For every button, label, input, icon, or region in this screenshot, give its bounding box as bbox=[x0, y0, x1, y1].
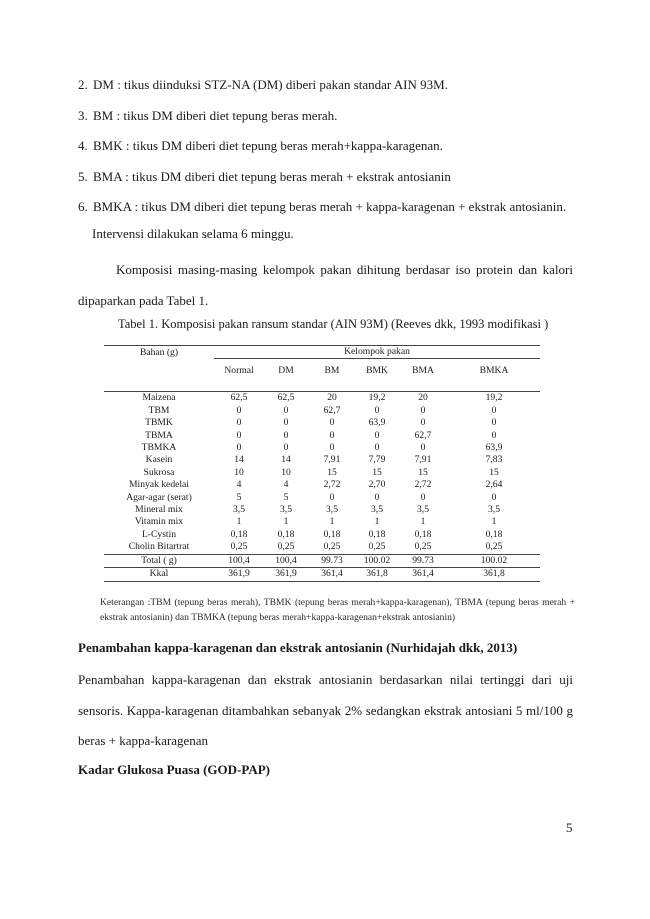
column-header: DM bbox=[278, 365, 294, 377]
table-cell: 3,5 bbox=[417, 504, 429, 516]
table-cell: 100,4 bbox=[264, 554, 308, 567]
table-caption: Tabel 1. Komposisi pakan ransum standar (AIN 93M) (Reeves dkk, 1993 modifikasi ) bbox=[118, 317, 549, 331]
bahan-header: Bahan (g) bbox=[104, 346, 214, 360]
table-cell: 1 bbox=[236, 516, 242, 528]
table-cell: 0 bbox=[236, 442, 242, 454]
table-row bbox=[104, 430, 540, 442]
ingredient-name: TBM bbox=[148, 404, 170, 416]
ingredient-name: Minyak kedelai bbox=[129, 479, 189, 491]
table-cell: 0,18 bbox=[277, 528, 295, 540]
table-cell: 0 bbox=[420, 491, 426, 503]
table-row bbox=[104, 492, 540, 504]
table-cell: 15 bbox=[418, 466, 428, 478]
table-cell: 361,8 bbox=[448, 568, 540, 581]
table-row bbox=[104, 529, 540, 541]
table-row bbox=[104, 405, 540, 417]
table-row bbox=[104, 504, 540, 516]
table-cell: 0,18 bbox=[368, 528, 386, 540]
list-item bbox=[78, 167, 578, 198]
table-cell: 20 bbox=[418, 392, 428, 404]
table-cell: 0 bbox=[329, 442, 335, 454]
table-cell: 7,91 bbox=[414, 454, 432, 466]
ingredient-name: L-Cystin bbox=[141, 528, 177, 540]
ingredient-name: Maizena bbox=[142, 392, 176, 404]
list-text: BM : tikus DM diberi diet tepung beras merah. bbox=[93, 107, 338, 123]
table-cell: 361,9 bbox=[214, 568, 264, 581]
table-cell: 10 bbox=[234, 466, 244, 478]
table-cell: 0,25 bbox=[277, 541, 295, 553]
table-cell: 5 bbox=[283, 491, 289, 503]
column-header: Normal bbox=[224, 365, 254, 377]
table-cell: 3,5 bbox=[488, 504, 500, 516]
list-number: 3. bbox=[78, 107, 88, 123]
ingredient-name: TBMA bbox=[145, 429, 173, 441]
ingredient-name: Agar-agar (serat) bbox=[126, 491, 192, 503]
table-cell: 1 bbox=[374, 516, 380, 528]
ingredient-name: Sukrosa bbox=[143, 466, 175, 478]
table-cell: 0,25 bbox=[414, 541, 432, 553]
list-item bbox=[78, 197, 578, 228]
table-cell: 2,64 bbox=[485, 479, 503, 491]
table-cell: 1 bbox=[420, 516, 426, 528]
table-row bbox=[104, 516, 540, 528]
table-cell: 14 bbox=[281, 454, 291, 466]
table-cell: 361,8 bbox=[356, 568, 398, 581]
table-cell: 0 bbox=[374, 429, 380, 441]
list-text: DM : tikus diinduksi STZ-NA (DM) diberi pakan standar AIN 93M. bbox=[93, 77, 448, 92]
table-cell: 0 bbox=[420, 404, 426, 416]
table-cell: 3,5 bbox=[326, 504, 338, 516]
table-cell: 0 bbox=[283, 429, 289, 441]
table-cell: 2,72 bbox=[414, 479, 432, 491]
paragraph: Komposisi masing-masing kelompok pakan dihitung berdasar iso protein dan kalori dipaparkan pada Tabel 1. bbox=[78, 262, 573, 308]
table-cell: 100.02 bbox=[356, 554, 398, 567]
list-text: BMKA : tikus DM diberi diet tepung beras merah + kappa-karagenan + ekstrak antosianin. bbox=[93, 199, 567, 215]
table-cell: 4 bbox=[283, 479, 289, 491]
table-cell: 63,9 bbox=[485, 442, 503, 454]
table-cell: 1 bbox=[491, 516, 497, 528]
ingredient-name: TBMK bbox=[145, 417, 173, 429]
list-number: 5. bbox=[78, 168, 88, 184]
table-cell: 1 bbox=[329, 516, 335, 528]
table-row bbox=[104, 454, 540, 466]
table-cell: 5 bbox=[236, 491, 242, 503]
table-cell: 0 bbox=[329, 491, 335, 503]
table-cell: 2,72 bbox=[323, 479, 341, 491]
table-cell: 0,18 bbox=[485, 528, 503, 540]
table-cell: 0 bbox=[236, 429, 242, 441]
table-cell: 19,2 bbox=[485, 392, 503, 404]
table-cell: 0 bbox=[329, 429, 335, 441]
table-cell: 361,4 bbox=[398, 568, 448, 581]
list-item bbox=[78, 75, 578, 106]
table-cell: 361,9 bbox=[264, 568, 308, 581]
column-header: BMKA bbox=[479, 365, 509, 377]
section-heading: Kadar Glukosa Puasa (GOD-PAP) bbox=[78, 762, 271, 777]
table-cell: 62,5 bbox=[230, 392, 248, 404]
column-header: BM bbox=[324, 365, 340, 377]
ingredient-name: Kasein bbox=[145, 454, 173, 466]
table-cell: 7,91 bbox=[323, 454, 341, 466]
table-cell: 361,4 bbox=[308, 568, 356, 581]
ingredient-name: Cholin Bitartrat bbox=[128, 541, 190, 553]
table-cell: 0 bbox=[491, 417, 497, 429]
table-note: Keterangan :TBM (tepung beras merah), TBMK (tepung beras merah+kappa-karagenan), TBMA (tepung beras merah + ekstrak antosianin) dan TBMKA (tepung beras merah+kappa-karagenan+ekstrak antosianin) bbox=[100, 597, 575, 623]
table-cell: 15 bbox=[489, 466, 499, 478]
table-cell: 0 bbox=[491, 491, 497, 503]
group-list bbox=[78, 75, 578, 228]
table-row bbox=[104, 442, 540, 454]
table-cell: 3,5 bbox=[371, 504, 383, 516]
list-continuation: Intervensi dilakukan selama 6 minggu. bbox=[92, 226, 294, 241]
column-header: BMK bbox=[366, 365, 388, 377]
section-heading: Penambahan kappa-karagenan dan ekstrak antosianin (Nurhidajah dkk, 2013) bbox=[78, 640, 518, 655]
table-cell: 0 bbox=[420, 442, 426, 454]
paragraph: Penambahan kappa-karagenan dan ekstrak antosianin berdasarkan nilai tertinggi dari uji sensoris. Kappa-karagenan ditambahkan sebanyak 2% sedangkan ekstrak antosiani 5 ml/100 g beras + kappa-karagenan bbox=[78, 672, 573, 748]
table-row bbox=[104, 479, 540, 491]
column-header: BMA bbox=[412, 365, 434, 377]
table-cell: 1 bbox=[283, 516, 289, 528]
table-cell: 3,5 bbox=[280, 504, 292, 516]
table-cell: 0,25 bbox=[368, 541, 386, 553]
table-cell: 0 bbox=[283, 442, 289, 454]
table-cell: 0,18 bbox=[323, 528, 341, 540]
table-cell: 0 bbox=[374, 442, 380, 454]
list-item bbox=[78, 136, 578, 167]
list-text: BMK : tikus DM diberi diet tepung beras merah+kappa-karagenan. bbox=[93, 138, 443, 154]
table-cell: 3,5 bbox=[233, 504, 245, 516]
list-number: 2. bbox=[78, 77, 88, 92]
table-row bbox=[104, 392, 540, 405]
table-cell: 0 bbox=[374, 404, 380, 416]
table-cell: 99.73 bbox=[398, 554, 448, 567]
table-cell: 62,5 bbox=[277, 392, 295, 404]
page-number: 5 bbox=[566, 820, 573, 835]
table-cell: 15 bbox=[372, 466, 382, 478]
table-cell: 0,25 bbox=[323, 541, 341, 553]
table-cell: 99.73 bbox=[308, 554, 356, 567]
table-cell: 100.02 bbox=[448, 554, 540, 567]
table-cell: 0 bbox=[236, 404, 242, 416]
table-cell: 0 bbox=[283, 404, 289, 416]
table-row bbox=[104, 568, 540, 581]
table-cell: 7,83 bbox=[485, 454, 503, 466]
list-number: 4. bbox=[78, 138, 88, 154]
table-cell: 0 bbox=[491, 429, 497, 441]
table-cell: 62,7 bbox=[323, 404, 341, 416]
table-cell: 15 bbox=[327, 466, 337, 478]
ingredient-name: Total ( g) bbox=[104, 554, 214, 567]
table-cell: 0 bbox=[420, 417, 426, 429]
table-cell: 63,9 bbox=[368, 417, 386, 429]
table-cell: 100,4 bbox=[214, 554, 264, 567]
table-cell: 0,25 bbox=[230, 541, 248, 553]
table-cell: 2,70 bbox=[368, 479, 386, 491]
ingredient-name: Mineral mix bbox=[135, 504, 183, 516]
table-cell: 0 bbox=[329, 417, 335, 429]
table-row bbox=[104, 467, 540, 479]
ingredient-name: Vitamin mix bbox=[134, 516, 184, 528]
table-cell: 4 bbox=[236, 479, 242, 491]
table-cell: 20 bbox=[327, 392, 337, 404]
composition-table bbox=[104, 345, 540, 582]
table-row bbox=[104, 554, 540, 567]
table-cell: 7,79 bbox=[368, 454, 386, 466]
list-item bbox=[78, 106, 578, 137]
table-cell: 0,25 bbox=[485, 541, 503, 553]
table-cell: 0 bbox=[491, 404, 497, 416]
list-number: 6. bbox=[78, 199, 88, 215]
table-cell: 0 bbox=[374, 491, 380, 503]
table-cell: 62,7 bbox=[414, 429, 432, 441]
list-text: BMA : tikus DM diberi diet tepung beras merah + ekstrak antosianin bbox=[93, 168, 451, 184]
table-cell: 0 bbox=[283, 417, 289, 429]
table-cell: 0 bbox=[236, 417, 242, 429]
table-cell: 14 bbox=[234, 454, 244, 466]
table-cell: 0,18 bbox=[414, 528, 432, 540]
table-cell: 19,2 bbox=[368, 392, 386, 404]
table-row bbox=[104, 417, 540, 429]
table-cell: 0,18 bbox=[230, 528, 248, 540]
table-row bbox=[104, 541, 540, 554]
table-cell: 10 bbox=[281, 466, 291, 478]
ingredient-name: Kkal bbox=[104, 568, 214, 581]
ingredient-name: TBMKA bbox=[141, 442, 177, 454]
group-header: Kelompok pakan bbox=[214, 346, 540, 359]
